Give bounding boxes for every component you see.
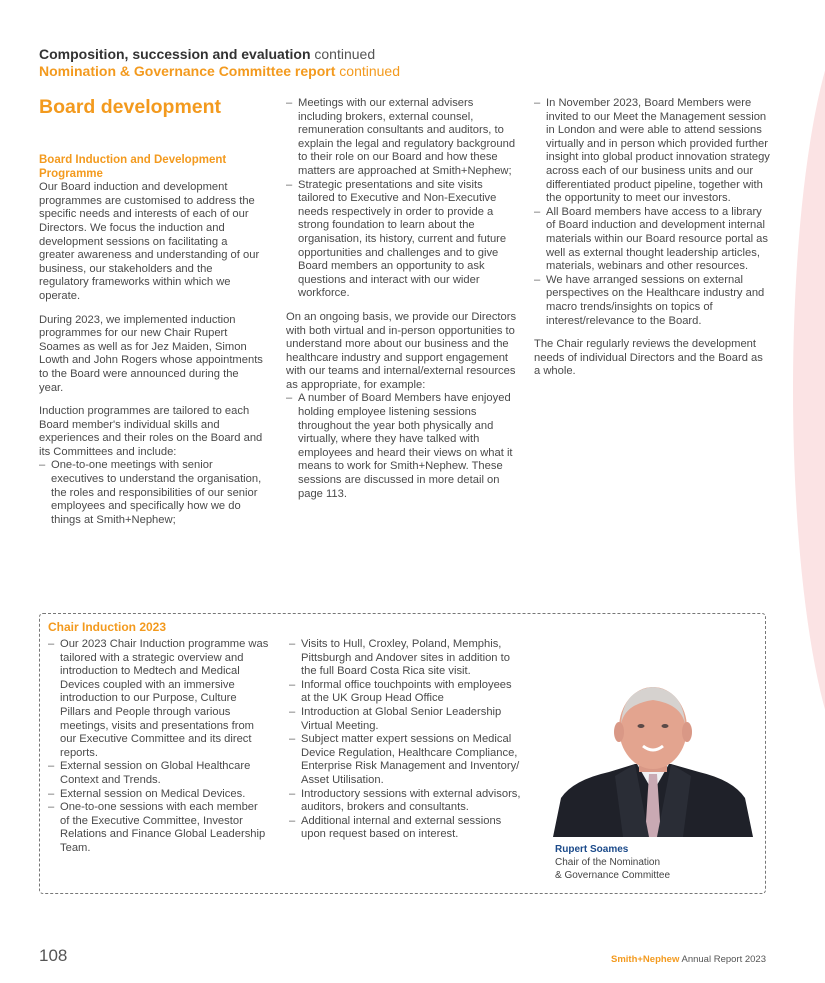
paragraph: Induction programmes are tailored to each Board member's individual skills and experiences and their roles on the Board and its Committees and include: xyxy=(39,405,263,458)
page-title: Board development xyxy=(39,96,222,118)
list-item: – Visits to Hull, Croxley, Poland, Memphis, Pittsburgh and Andover sites in addition to the full Board Costa Rica site visit. xyxy=(289,638,521,679)
paragraph: The Chair regularly reviews the development needs of individual Directors and the Board as a whole. xyxy=(534,338,763,378)
list-item: – Strategic presentations and site visits tailored to Executive and Non-Executive needs respectively in order to provide a strong foundation to learn about the organisation, its history, current and future opportunities and challenges and to give Board members an opportunity to ask questions and interact with our wider workforce. xyxy=(286,179,518,301)
list-item: – External session on Medical Devices. xyxy=(48,788,270,802)
list-item: – Introductory sessions with external advisors, auditors, brokers and consultants. xyxy=(289,788,521,815)
list-item: – Meetings with our external advisers including brokers, external counsel, remuneration consultants and auditors, to explain the legal and regulatory background to their role on our Board and how these matters are approached at Smith+Nephew; xyxy=(286,97,518,179)
induction-list-part-2 xyxy=(286,97,518,301)
chair-induction-column-1 xyxy=(48,638,270,856)
column-3 xyxy=(534,97,770,389)
person-role: & Governance Committee xyxy=(555,870,671,881)
report-continued: continued xyxy=(339,63,400,79)
list-item: – Introduction at Global Senior Leadership Virtual Meeting. xyxy=(289,706,521,733)
column-2 xyxy=(286,97,518,501)
chair-induction-list-1 xyxy=(48,638,270,856)
list-item: – External session on Global Healthcare Context and Trends. xyxy=(48,760,270,787)
list-item: – Our 2023 Chair Induction programme was tailored with a strategic overview and introduction to Medtech and Medical Devices coupled with an immersive introduction to our Purpose, Culture Pillars and People through various meetings, visits and presentations from our Executive Committee and its direct reports. xyxy=(48,638,270,760)
list-item: – Additional internal and external sessions upon request based on interest. xyxy=(289,815,521,842)
brand-name: Smith+Nephew xyxy=(610,954,680,965)
chair-induction-column-2 xyxy=(289,638,521,842)
photo-caption xyxy=(555,843,670,882)
person-role: Chair of the Nomination xyxy=(555,857,661,868)
section-header xyxy=(39,46,400,80)
list-item: – In November 2023, Board Members were invited to our Meet the Management session in London and were able to attend sessions virtually and in person which provided further insight into global product innovation strategy across each of our business units and our differentiated product pipeline, together with the opportunity to meet our investors. xyxy=(534,97,770,206)
induction-heading: Board Induction and Development Programme xyxy=(39,154,227,180)
portrait-photo xyxy=(553,680,753,837)
list-item: – We have arranged sessions on external perspectives on the Healthcare industry and macro trends/insights on topics of interest/relevance to the Board. xyxy=(534,274,770,328)
chair-induction-title: Chair Induction 2023 xyxy=(48,620,167,634)
paragraph: Our Board induction and development programmes are customised to address the specific needs and interests of each of our Directors. We focus the induction and development sessions on facilitating a greater awareness and understanding of our business, our stakeholders and the regulatory frameworks within which we operate. xyxy=(39,181,260,302)
paragraph: During 2023, we implemented induction programmes for our new Chair Rupert Soames as well as for Jez Maiden, Simon Lowth and John Rogers whose appointments to the Board were announced during the year. xyxy=(39,313,263,394)
page-number: 108 xyxy=(39,946,68,965)
paragraph: On an ongoing basis, we provide our Directors with both virtual and in-person opportunities to understand more about our business and the healthcare industry and support engagement with our teams and internal/external resources as appropriate, for example: xyxy=(286,310,517,391)
footer xyxy=(611,954,766,965)
decorative-arc xyxy=(793,0,825,780)
publication-title: Annual Report 2023 xyxy=(681,954,766,965)
list-item: – One-to-one sessions with each member of the Executive Committee, Investor Relations and Finance Global Leadership Team. xyxy=(48,801,270,855)
list-item: – A number of Board Members have enjoyed holding employee listening sessions throughout the year both physically and virtually, where they have talked with employees and heard their views on what it means to work for Smith+Nephew. These sessions are discussed in more detail on page 113. xyxy=(286,392,518,501)
section-title: Composition, succession and evaluation xyxy=(39,46,311,62)
list-item: – Subject matter expert sessions on Medical Device Regulation, Healthcare Compliance, Enterprise Risk Management and Inventory/ Asset Utilisation. xyxy=(289,733,521,787)
report-title: Nomination & Governance Committee report xyxy=(39,63,336,79)
list-item: – One-to-one meetings with senior executives to understand the organisation, the roles and responsibilities of our senior employees and specifically how we do things at Smith+Nephew; xyxy=(39,459,265,527)
ongoing-list-part-2 xyxy=(534,97,770,328)
portrait-illustration xyxy=(553,680,753,837)
list-item: – All Board members have access to a library of Board induction and development internal materials within our Board resource portal as well as external thought leadership articles, materials, webinars and other resources. xyxy=(534,206,770,274)
section-continued: continued xyxy=(314,46,376,62)
person-name: Rupert Soames xyxy=(555,844,629,855)
chair-induction-list-2 xyxy=(289,638,521,842)
induction-list-part-1 xyxy=(39,459,265,527)
list-item: – Informal office touchpoints with employees at the UK Group Head Office xyxy=(289,679,521,706)
ongoing-list-part-1 xyxy=(286,392,518,501)
column-1 xyxy=(39,96,265,527)
